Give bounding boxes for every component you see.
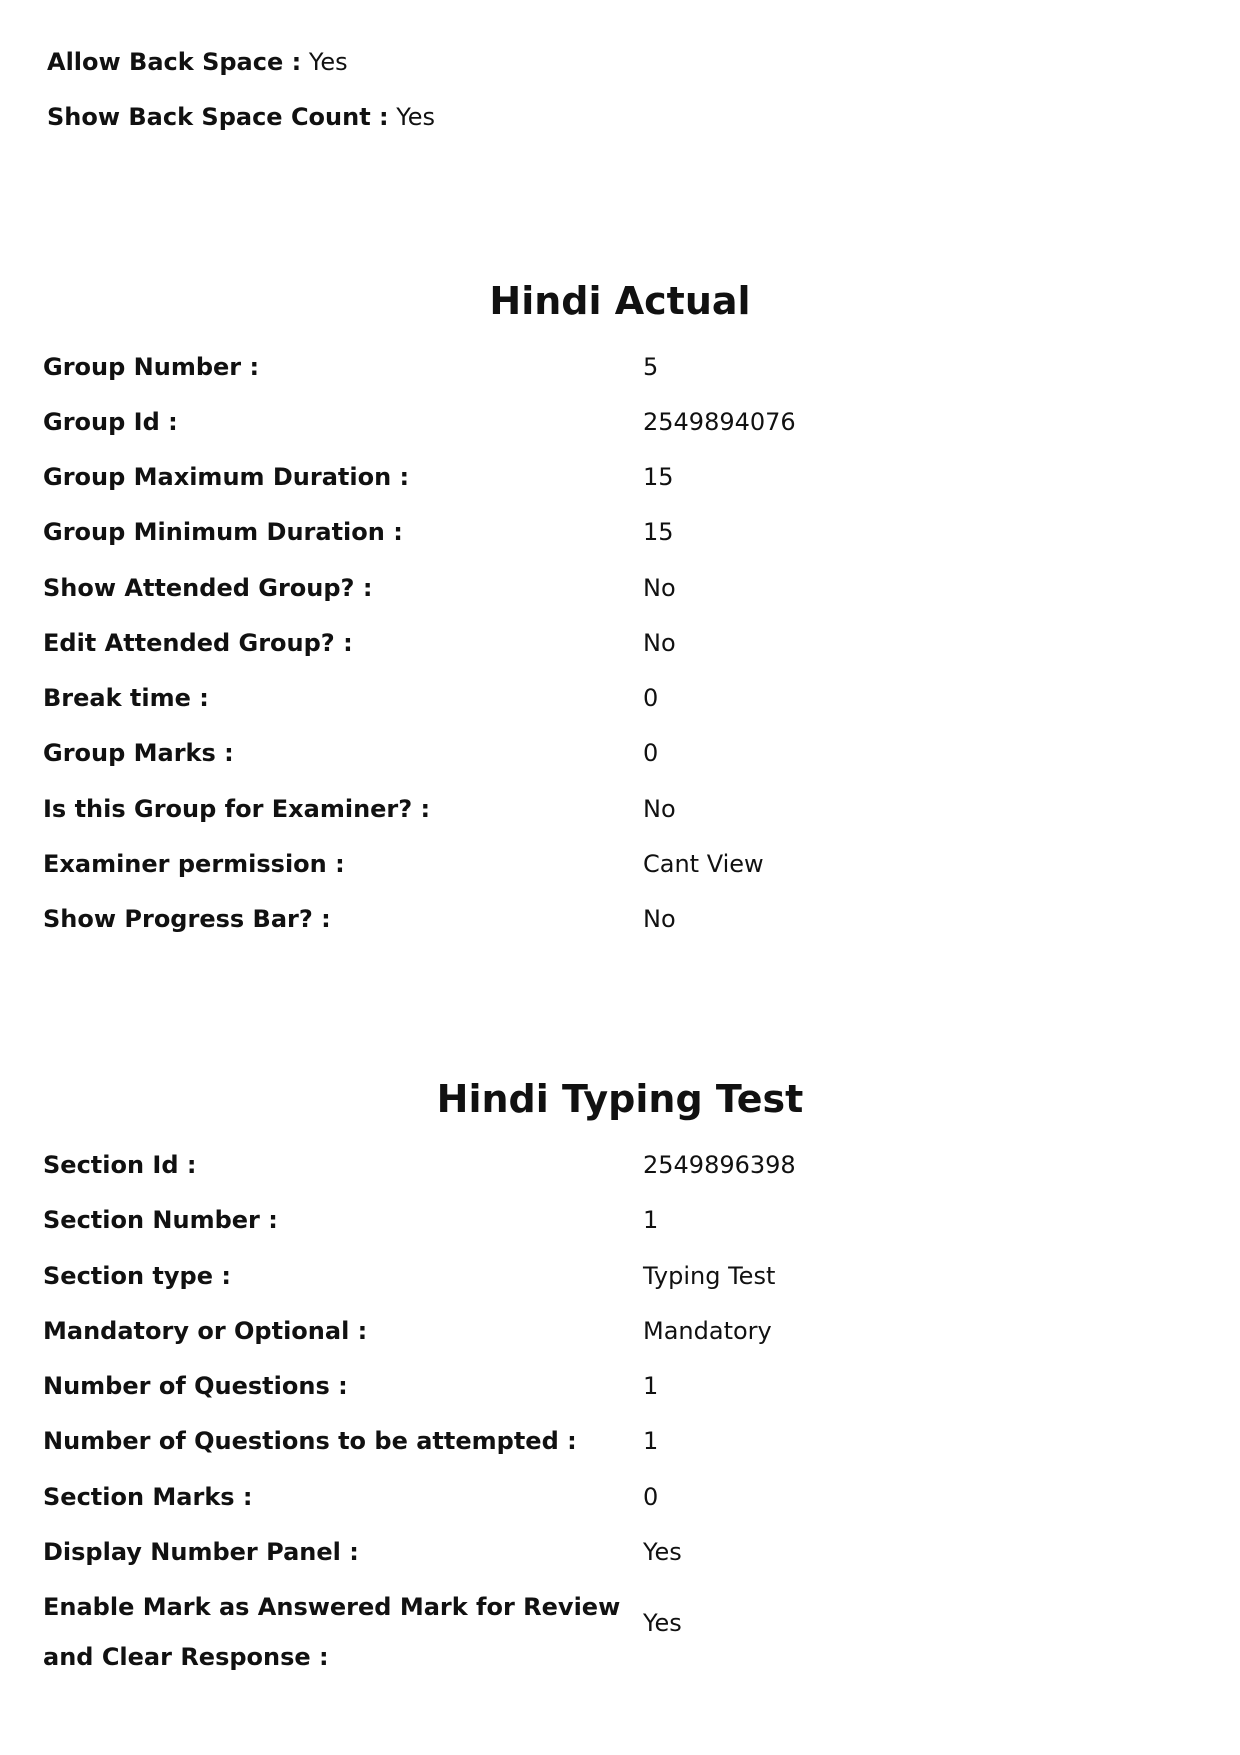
row-label: Section Number : [43,1206,278,1234]
row-label: Group Marks : [43,739,234,767]
allow-back-space-label: Allow Back Space : [47,48,302,76]
row-label: Show Progress Bar? : [43,905,331,933]
row-label: Group Maximum Duration : [43,463,410,491]
row-label: Section Marks : [43,1483,253,1511]
show-back-space-count-label: Show Back Space Count : [47,103,389,131]
row-label: Number of Questions to be attempted : [43,1427,577,1455]
row-value: 15 [643,518,674,546]
row-label: Section Id : [43,1151,197,1179]
show-back-space-count-line [47,101,435,133]
row-value: Typing Test [643,1262,776,1290]
row-value: 0 [643,739,659,767]
allow-back-space-value: Yes [308,48,348,76]
row-label: Examiner permission : [43,850,345,878]
row-label: Is this Group for Examiner? : [43,795,431,823]
row-value: Yes [643,1609,682,1637]
row-label: Section type : [43,1262,231,1290]
row-label: Number of Questions : [43,1372,348,1400]
row-label: Mandatory or Optional : [43,1317,368,1345]
allow-back-space-line [47,46,348,78]
row-value: No [643,629,676,657]
row-label: Show Attended Group? : [43,574,373,602]
row-label: Group Minimum Duration : [43,518,403,546]
row-value: Cant View [643,850,764,878]
row-value: 5 [643,353,659,381]
row-value: Yes [643,1538,682,1566]
group-title: Hindi Actual [489,279,751,323]
row-value: No [643,905,676,933]
row-value: 2549896398 [643,1151,796,1179]
row-value: No [643,574,676,602]
row-value: 1 [643,1427,659,1455]
section-title: Hindi Typing Test [436,1077,804,1121]
row-value: 1 [643,1206,659,1234]
row-value: 0 [643,1483,659,1511]
row-value: Mandatory [643,1317,772,1345]
row-value: No [643,795,676,823]
row-value: 2549894076 [643,408,796,436]
row-label: Group Id : [43,408,178,436]
show-back-space-count-value: Yes [396,103,436,131]
row-value: 0 [643,684,659,712]
row-label: Edit Attended Group? : [43,629,353,657]
row-value: 1 [643,1372,659,1400]
row-label: Group Number : [43,353,260,381]
row-label: Enable Mark as Answered Mark for Review and Clear Response : [43,1593,621,1671]
row-label: Display Number Panel : [43,1538,359,1566]
row-value: 15 [643,463,674,491]
row-label: Break time : [43,684,209,712]
